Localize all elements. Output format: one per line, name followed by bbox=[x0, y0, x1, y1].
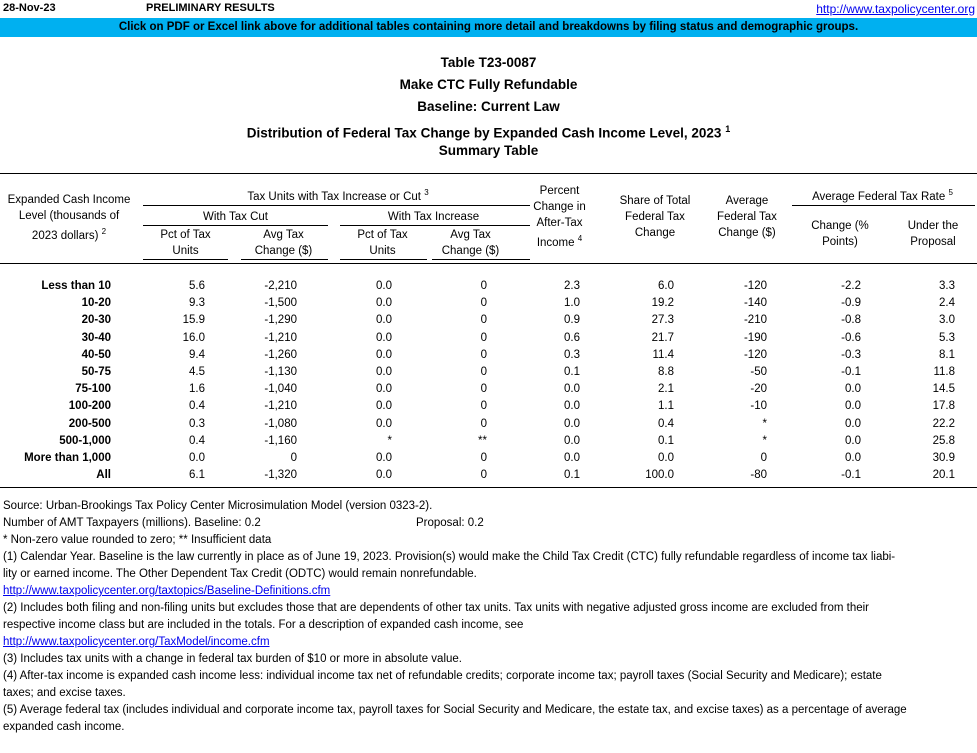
footnote-1: (1) Calendar Year. Baseline is the law currently in place as of June 19, 2023. Provision(s) would make the Child Tax Credit (CTC) fully refundable regardless of income tax liabi- bbox=[3, 551, 896, 563]
cell-pct-after-tax: 0.1 bbox=[564, 469, 580, 482]
cell-rate-change: -0.1 bbox=[841, 469, 861, 482]
main-title-note: 1 bbox=[725, 124, 731, 134]
inc-avg-header-line1: Avg Tax bbox=[450, 229, 491, 241]
cell-level: 10-20 bbox=[81, 297, 111, 310]
cell-cut-pct: 15.9 bbox=[182, 314, 205, 327]
cell-rate: 20.1 bbox=[932, 469, 955, 482]
inc-avg-underline bbox=[432, 259, 530, 260]
table-row bbox=[0, 364, 977, 381]
cell-share: 0.0 bbox=[658, 451, 674, 464]
cell-avg-change: -140 bbox=[743, 297, 767, 310]
table-titles bbox=[0, 52, 977, 162]
cell-rate-change: 0.0 bbox=[845, 434, 861, 447]
cell-rate: 25.8 bbox=[932, 434, 955, 447]
cell-cut-pct: 0.3 bbox=[189, 417, 205, 430]
rate-change-line2: Points) bbox=[822, 236, 858, 248]
main-title-text: Distribution of Federal Tax Change by Expanded Cash Income Level, 2023 bbox=[246, 125, 722, 141]
income-header-line2: Level (thousands of bbox=[18, 210, 120, 222]
cell-rate-change: -0.8 bbox=[841, 314, 861, 327]
cell-pct-after-tax: 0.0 bbox=[564, 417, 580, 430]
with-cut-header: With Tax Cut bbox=[203, 211, 268, 223]
table-row bbox=[0, 330, 977, 347]
cell-avg-change: -50 bbox=[750, 365, 767, 378]
income-definition-link[interactable]: http://www.taxpolicycenter.org/TaxModel/income.cfm bbox=[3, 636, 270, 648]
cell-inc-pct: 0.0 bbox=[376, 348, 392, 361]
cell-inc-avg: 0 bbox=[480, 451, 487, 464]
cell-cut-avg: -1,040 bbox=[264, 383, 297, 396]
cell-cut-avg: -1,500 bbox=[264, 297, 297, 310]
cell-cut-pct: 16.0 bbox=[182, 331, 205, 344]
cell-inc-avg: 0 bbox=[480, 331, 487, 344]
cell-avg-change: -120 bbox=[743, 348, 767, 361]
cell-share: 19.2 bbox=[651, 297, 674, 310]
cell-cut-pct: 0.4 bbox=[189, 400, 205, 413]
table-row bbox=[0, 278, 977, 295]
footnote-3: (3) Includes tax units with a change in federal tax burden of $10 or more in absolute value. bbox=[3, 653, 462, 665]
cell-inc-pct: 0.0 bbox=[376, 469, 392, 482]
cell-rate-change: 0.0 bbox=[845, 400, 861, 413]
cell-pct-after-tax: 2.3 bbox=[564, 280, 580, 292]
cell-cut-avg: -1,130 bbox=[264, 365, 297, 378]
cut-avg-header bbox=[241, 227, 326, 259]
pct-after-tax-line1: Percent bbox=[539, 185, 580, 197]
cell-inc-pct: 0.0 bbox=[376, 365, 392, 378]
income-header-note: 2 bbox=[101, 227, 107, 236]
pct-after-tax-line2: Change in bbox=[533, 201, 586, 213]
cell-rate: 17.8 bbox=[932, 400, 955, 413]
rate-change-header bbox=[800, 218, 880, 250]
cell-level: More than 1,000 bbox=[24, 451, 111, 464]
cell-pct-after-tax: 0.0 bbox=[564, 451, 580, 464]
income-header-line3: 2023 dollars) bbox=[31, 229, 99, 242]
cut-pct-header-line1: Pct of Tax bbox=[160, 229, 211, 241]
with-cut-underline bbox=[143, 225, 328, 226]
cell-cut-pct: 9.4 bbox=[189, 348, 205, 361]
cell-avg-change: * bbox=[762, 434, 767, 447]
cell-cut-avg: -2,210 bbox=[264, 280, 297, 292]
cell-cut-avg: -1,210 bbox=[264, 331, 297, 344]
pct-after-tax-header bbox=[522, 183, 597, 251]
cut-avg-header-line2: Change ($) bbox=[254, 245, 313, 257]
cell-rate-change: -0.9 bbox=[841, 297, 861, 310]
cell-inc-pct: 0.0 bbox=[376, 400, 392, 413]
pct-after-tax-note: 4 bbox=[577, 234, 583, 243]
footnote-5: (5) Average federal tax (includes individual and corporate income tax, payroll taxes for Social Security and Medicare, the estate tax, and excise taxes) as a percentage of average bbox=[3, 704, 907, 716]
cell-cut-avg: -1,260 bbox=[264, 348, 297, 361]
avg-federal-change-line3: Change ($) bbox=[718, 227, 776, 239]
cell-avg-change: -80 bbox=[750, 469, 767, 482]
amt-proposal: Proposal: 0.2 bbox=[416, 517, 484, 529]
cell-avg-change: -20 bbox=[750, 383, 767, 396]
cell-share: 100.0 bbox=[645, 469, 674, 482]
cell-level: 500-1,000 bbox=[59, 434, 111, 447]
cell-pct-after-tax: 0.9 bbox=[564, 314, 580, 327]
cell-share: 0.1 bbox=[658, 434, 674, 447]
inc-avg-header-line2: Change ($) bbox=[441, 245, 500, 257]
cell-share: 2.1 bbox=[658, 383, 674, 396]
cell-rate-change: -0.1 bbox=[841, 365, 861, 378]
cell-inc-pct: 0.0 bbox=[376, 314, 392, 327]
cell-level: 200-500 bbox=[68, 417, 111, 430]
footnotes bbox=[3, 498, 973, 736]
cut-avg-header-line1: Avg Tax bbox=[263, 229, 304, 241]
cell-avg-change: 0 bbox=[760, 451, 767, 464]
cell-cut-avg: -1,160 bbox=[264, 434, 297, 447]
cell-share: 27.3 bbox=[651, 314, 674, 327]
tax-units-header bbox=[148, 185, 528, 205]
cell-level: Less than 10 bbox=[41, 280, 111, 292]
rate-under-line2: Proposal bbox=[910, 236, 956, 248]
cell-level: 50-75 bbox=[81, 365, 111, 378]
cell-rate: 5.3 bbox=[939, 331, 955, 344]
cell-rate: 3.3 bbox=[939, 280, 955, 292]
cell-cut-pct: 0.0 bbox=[189, 451, 205, 464]
summary-title: Summary Table bbox=[438, 143, 539, 158]
cell-rate-change: 0.0 bbox=[845, 383, 861, 396]
tpc-link[interactable]: http://www.taxpolicycenter.org bbox=[816, 2, 975, 16]
cell-level: 100-200 bbox=[68, 400, 111, 413]
cell-inc-pct: 0.0 bbox=[376, 331, 392, 344]
cell-cut-avg: -1,080 bbox=[264, 417, 297, 430]
cut-pct-underline bbox=[143, 259, 228, 260]
pct-after-tax-line4: Income bbox=[536, 236, 575, 249]
cell-inc-avg: 0 bbox=[480, 383, 487, 396]
cell-inc-avg: 0 bbox=[480, 417, 487, 430]
cell-rate: 3.0 bbox=[939, 314, 955, 327]
cell-avg-change: -10 bbox=[750, 400, 767, 413]
avg-rate-header-note: 5 bbox=[948, 188, 953, 197]
share-total-line3: Change bbox=[634, 227, 676, 239]
cell-inc-avg: 0 bbox=[480, 297, 487, 310]
tax-units-underline bbox=[143, 205, 530, 206]
footnote-1-cont: lity or earned income. The Other Dependent Tax Credit (ODTC) would remain nonrefundable. bbox=[3, 568, 477, 580]
footnote-4-cont: taxes; and excise taxes. bbox=[3, 687, 126, 699]
with-increase-header: With Tax Increase bbox=[387, 211, 480, 223]
cell-inc-avg: 0 bbox=[480, 469, 487, 482]
cell-rate: 11.8 bbox=[933, 365, 955, 378]
cell-level: 40-50 bbox=[81, 348, 111, 361]
avg-rate-underline bbox=[792, 205, 975, 206]
table-row bbox=[0, 398, 977, 415]
cell-cut-pct: 0.4 bbox=[189, 434, 205, 447]
income-level-header bbox=[3, 192, 135, 244]
cell-level: All bbox=[96, 469, 111, 482]
table-bottom-rule bbox=[0, 487, 977, 488]
cell-cut-pct: 5.6 bbox=[189, 280, 205, 292]
cell-pct-after-tax: 0.0 bbox=[564, 400, 580, 413]
cell-pct-after-tax: 1.0 bbox=[564, 297, 580, 310]
preliminary-label: PRELIMINARY RESULTS bbox=[146, 2, 275, 14]
footnote-5-cont: expanded cash income. bbox=[3, 721, 125, 733]
table-row bbox=[0, 381, 977, 398]
cell-share: 6.0 bbox=[658, 280, 674, 292]
report-date: 28-Nov-23 bbox=[3, 2, 56, 14]
avg-federal-change-line1: Average bbox=[725, 195, 769, 207]
amt-note bbox=[3, 515, 973, 532]
cell-inc-avg: 0 bbox=[480, 280, 487, 292]
rate-under-header bbox=[893, 218, 973, 250]
cell-inc-pct: 0.0 bbox=[376, 280, 392, 292]
nonzero-note: * Non-zero value rounded to zero; ** Insufficient data bbox=[3, 534, 272, 546]
share-total-header bbox=[605, 193, 705, 241]
cell-pct-after-tax: 0.6 bbox=[564, 331, 580, 344]
cell-pct-after-tax: 0.0 bbox=[564, 434, 580, 447]
baseline-title: Baseline: Current Law bbox=[417, 99, 560, 114]
table-number: Table T23-0087 bbox=[440, 55, 537, 70]
table-row bbox=[0, 312, 977, 329]
table-row bbox=[0, 416, 977, 433]
cell-inc-avg: 0 bbox=[480, 365, 487, 378]
cell-pct-after-tax: 0.1 bbox=[564, 365, 580, 378]
table-row bbox=[0, 347, 977, 364]
cell-inc-avg: 0 bbox=[480, 400, 487, 413]
cell-share: 8.8 bbox=[658, 365, 674, 378]
table-row bbox=[0, 433, 977, 450]
cell-inc-pct: * bbox=[387, 434, 392, 447]
rate-change-line1: Change (% bbox=[811, 220, 869, 232]
rate-under-line1: Under the bbox=[907, 220, 959, 232]
inc-pct-header-line1: Pct of Tax bbox=[357, 229, 408, 241]
cell-rate-change: 0.0 bbox=[845, 417, 861, 430]
avg-rate-header bbox=[790, 185, 975, 205]
cell-pct-after-tax: 0.0 bbox=[564, 383, 580, 396]
cell-share: 11.4 bbox=[652, 348, 674, 361]
cell-pct-after-tax: 0.3 bbox=[564, 348, 580, 361]
policy-title: Make CTC Fully Refundable bbox=[399, 77, 578, 92]
tax-units-header-note: 3 bbox=[424, 188, 429, 197]
pct-after-tax-line3: After-Tax bbox=[536, 217, 583, 229]
avg-rate-header-text: Average Federal Tax Rate bbox=[812, 190, 946, 203]
cell-cut-pct: 6.1 bbox=[189, 469, 205, 482]
cell-rate-change: 0.0 bbox=[845, 451, 861, 464]
share-total-line2: Federal Tax bbox=[625, 211, 685, 223]
baseline-definitions-link[interactable]: http://www.taxpolicycenter.org/taxtopics/Baseline-Definitions.cfm bbox=[3, 585, 331, 597]
income-header-line1: Expanded Cash Income bbox=[7, 194, 131, 206]
table-row bbox=[0, 467, 977, 484]
avg-federal-change-header bbox=[708, 193, 786, 241]
source-note: Source: Urban-Brookings Tax Policy Center Microsimulation Model (version 0323-2). bbox=[3, 500, 433, 512]
cell-rate-change: -0.3 bbox=[841, 348, 861, 361]
cell-cut-pct: 1.6 bbox=[189, 383, 205, 396]
cell-rate: 2.4 bbox=[939, 297, 955, 310]
inc-pct-header bbox=[340, 227, 425, 259]
cell-inc-pct: 0.0 bbox=[376, 451, 392, 464]
footnote-4: (4) After-tax income is expanded cash income less: individual income tax net of refundable credits; corporate income tax; payroll taxes (Social Security and Medicare); estate bbox=[3, 670, 882, 682]
cell-cut-pct: 4.5 bbox=[189, 365, 205, 378]
table-row bbox=[0, 295, 977, 312]
cut-pct-header bbox=[143, 227, 228, 259]
cell-rate: 14.5 bbox=[932, 383, 955, 396]
inc-pct-underline bbox=[340, 259, 427, 260]
table-body bbox=[0, 278, 977, 484]
footnote-2: (2) Includes both filing and non-filing units but excludes those that are dependents of other tax units. Tax units with negative adjusted gross income are excluded from their bbox=[3, 602, 869, 614]
cell-inc-pct: 0.0 bbox=[376, 383, 392, 396]
cell-rate: 30.9 bbox=[932, 451, 955, 464]
cell-rate-change: -2.2 bbox=[841, 280, 861, 292]
cell-rate: 22.2 bbox=[932, 417, 955, 430]
info-banner: Click on PDF or Excel link above for additional tables containing more detail and breakdowns by filing status and demographic groups. bbox=[0, 18, 977, 37]
cell-cut-avg: -1,210 bbox=[264, 400, 297, 413]
cell-inc-avg: 0 bbox=[480, 348, 487, 361]
inc-pct-header-line2: Units bbox=[369, 245, 396, 257]
cut-pct-header-line2: Units bbox=[172, 245, 199, 257]
cell-cut-avg: 0 bbox=[290, 451, 297, 464]
inc-avg-header bbox=[428, 227, 513, 259]
cell-inc-avg: ** bbox=[478, 434, 487, 447]
main-title bbox=[0, 118, 977, 140]
cell-share: 1.1 bbox=[658, 400, 674, 413]
table-row bbox=[0, 450, 977, 467]
header-bottom-rule bbox=[0, 263, 977, 264]
cell-inc-pct: 0.0 bbox=[376, 297, 392, 310]
cell-level: 30-40 bbox=[81, 331, 111, 344]
table-top-rule bbox=[0, 173, 977, 174]
cell-level: 20-30 bbox=[81, 314, 111, 327]
cell-avg-change: -210 bbox=[743, 314, 767, 327]
cell-level: 75-100 bbox=[75, 383, 111, 396]
cell-cut-avg: -1,320 bbox=[264, 469, 297, 482]
cell-rate-change: -0.6 bbox=[841, 331, 861, 344]
cell-avg-change: -120 bbox=[743, 280, 767, 292]
cell-share: 0.4 bbox=[658, 417, 674, 430]
cell-avg-change: -190 bbox=[743, 331, 767, 344]
tax-units-header-text: Tax Units with Tax Increase or Cut bbox=[247, 190, 421, 203]
cell-inc-avg: 0 bbox=[480, 314, 487, 327]
cut-avg-underline bbox=[241, 259, 328, 260]
share-total-line1: Share of Total bbox=[619, 195, 691, 207]
amt-baseline: Number of AMT Taxpayers (millions). Baseline: 0.2 bbox=[3, 517, 261, 529]
with-increase-underline bbox=[340, 225, 530, 226]
cell-rate: 8.1 bbox=[939, 348, 955, 361]
avg-federal-change-line2: Federal Tax bbox=[717, 211, 777, 223]
cell-share: 21.7 bbox=[651, 331, 674, 344]
footnote-2-cont: respective income class but are included in the totals. For a description of expanded cash income, see bbox=[3, 619, 524, 631]
cell-inc-pct: 0.0 bbox=[376, 417, 392, 430]
cell-cut-avg: -1,290 bbox=[264, 314, 297, 327]
cell-avg-change: * bbox=[762, 417, 767, 430]
cell-cut-pct: 9.3 bbox=[189, 297, 205, 310]
top-bar bbox=[0, 0, 977, 17]
